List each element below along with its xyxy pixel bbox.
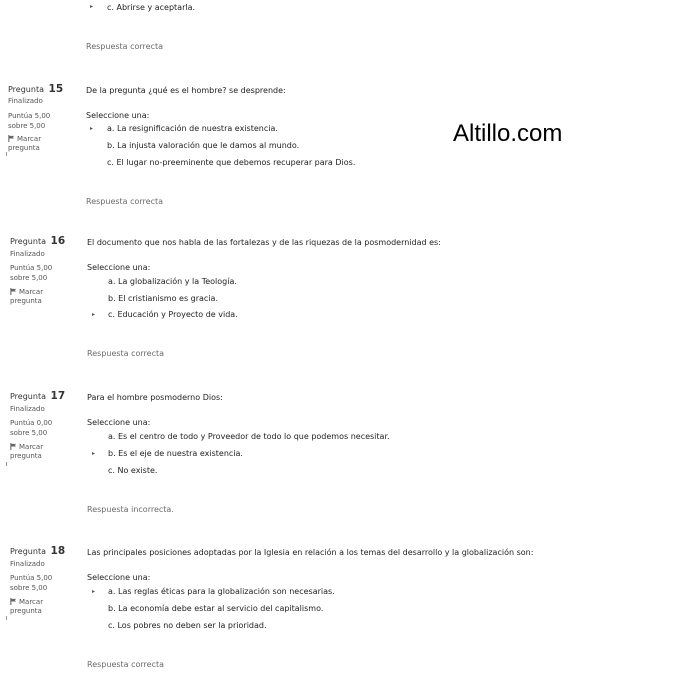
answer-feedback: Respuesta correcta <box>86 197 164 206</box>
flag-question-button[interactable] <box>10 443 43 461</box>
flag-question-button[interactable] <box>10 288 43 306</box>
flag-label-2: pregunta <box>10 452 42 460</box>
score-line: Puntúa 0,00 <box>10 419 53 427</box>
question-label-text: Pregunta <box>8 85 44 94</box>
answer-option-b[interactable]: b. El cristianismo es gracia. <box>108 294 218 303</box>
question-score <box>10 573 52 593</box>
score-line: Puntúa 5,00 <box>8 112 51 120</box>
question-number: 17 <box>50 390 66 402</box>
selected-answer-marker: ▸ <box>90 125 94 132</box>
question-text: Para el hombre posmoderno Dios: <box>87 393 223 402</box>
question-number: 15 <box>48 83 64 95</box>
margin-tick <box>6 152 7 156</box>
answer-option-b[interactable]: b. La injusta valoración que le damos al mundo. <box>107 141 300 150</box>
score-max: sobre 5,00 <box>8 122 46 130</box>
select-one-label: Seleccione una: <box>87 263 151 272</box>
answer-option-b[interactable]: b. Es el eje de nuestra existencia. <box>108 449 243 458</box>
question-status: Finalizado <box>8 97 43 105</box>
question-score <box>8 111 50 131</box>
score-line: Puntúa 5,00 <box>10 264 53 272</box>
watermark-logo: Altillo.com <box>453 120 563 147</box>
select-one-label: Seleccione una: <box>87 573 151 582</box>
answer-option-c[interactable]: c. Los pobres no deben ser la prioridad. <box>108 621 267 630</box>
flag-label-2: pregunta <box>8 144 40 152</box>
answer-feedback: Respuesta correcta <box>87 660 165 669</box>
score-max: sobre 5,00 <box>10 584 48 592</box>
flag-question-button[interactable] <box>8 135 41 153</box>
flag-label-2: pregunta <box>10 607 42 615</box>
answer-option-b[interactable]: b. La economía debe estar al servicio del capitalismo. <box>108 604 324 613</box>
answer-feedback: Respuesta correcta <box>86 42 164 51</box>
question-label <box>10 545 65 557</box>
select-one-label: Seleccione una: <box>87 418 151 427</box>
score-max: sobre 5,00 <box>10 274 48 282</box>
flag-icon <box>10 598 17 605</box>
selected-answer-marker: ▸ <box>92 311 96 318</box>
answer-option-a[interactable]: a. Es el centro de todo y Proveedor de todo lo que podemos necesitar. <box>108 432 390 441</box>
question-status: Finalizado <box>10 405 45 413</box>
question-status: Finalizado <box>10 250 45 258</box>
answer-option-a[interactable]: a. Las reglas éticas para la globalización son necesarias. <box>108 587 335 596</box>
answer-option-c[interactable]: c. El lugar no-preeminente que debemos recuperar para Dios. <box>107 158 356 167</box>
score-max: sobre 5,00 <box>10 429 48 437</box>
question-label-text: Pregunta <box>10 392 46 401</box>
flag-icon <box>10 288 17 295</box>
margin-tick <box>6 616 7 620</box>
answer-option[interactable]: c. Abrirse y aceptarla. <box>107 3 196 12</box>
selected-answer-marker: ▸ <box>92 450 96 457</box>
flag-label: Marcar <box>19 598 44 606</box>
question-label <box>8 83 63 95</box>
flag-label: Marcar <box>19 288 44 296</box>
select-one-label: Seleccione una: <box>86 111 150 120</box>
score-line: Puntúa 5,00 <box>10 574 53 582</box>
answer-option-c[interactable]: c. Educación y Proyecto de vida. <box>108 310 238 319</box>
question-label <box>10 235 65 247</box>
question-label-text: Pregunta <box>10 547 46 556</box>
answer-feedback: Respuesta incorrecta. <box>87 505 174 514</box>
selected-answer-marker: ▸ <box>92 588 96 595</box>
question-score <box>10 418 52 438</box>
flag-label-2: pregunta <box>10 297 42 305</box>
question-label <box>10 390 65 402</box>
question-text: Las principales posiciones adoptadas por la Iglesia en relación a los temas del desarrollo y la globalización son: <box>87 548 534 557</box>
question-text: De la pregunta ¿qué es el hombre? se desprende: <box>86 86 286 95</box>
answer-option-a[interactable]: a. La resignificación de nuestra existencia. <box>107 124 278 133</box>
answer-option-a[interactable]: a. La globalización y la Teología. <box>108 277 237 286</box>
flag-icon <box>8 135 15 142</box>
answer-option-c[interactable]: c. No existe. <box>108 466 158 475</box>
question-text: El documento que nos habla de las fortalezas y de las riquezas de la posmodernidad es: <box>87 238 441 247</box>
question-number: 18 <box>50 545 66 557</box>
question-score <box>10 263 52 283</box>
flag-question-button[interactable] <box>10 598 43 616</box>
question-number: 16 <box>50 235 66 247</box>
margin-tick <box>6 462 7 466</box>
question-label-text: Pregunta <box>10 237 46 246</box>
flag-label: Marcar <box>17 135 42 143</box>
selected-answer-marker: ▸ <box>90 3 94 10</box>
flag-label: Marcar <box>19 443 44 451</box>
question-status: Finalizado <box>10 560 45 568</box>
flag-icon <box>10 443 17 450</box>
answer-feedback: Respuesta correcta <box>87 349 165 358</box>
